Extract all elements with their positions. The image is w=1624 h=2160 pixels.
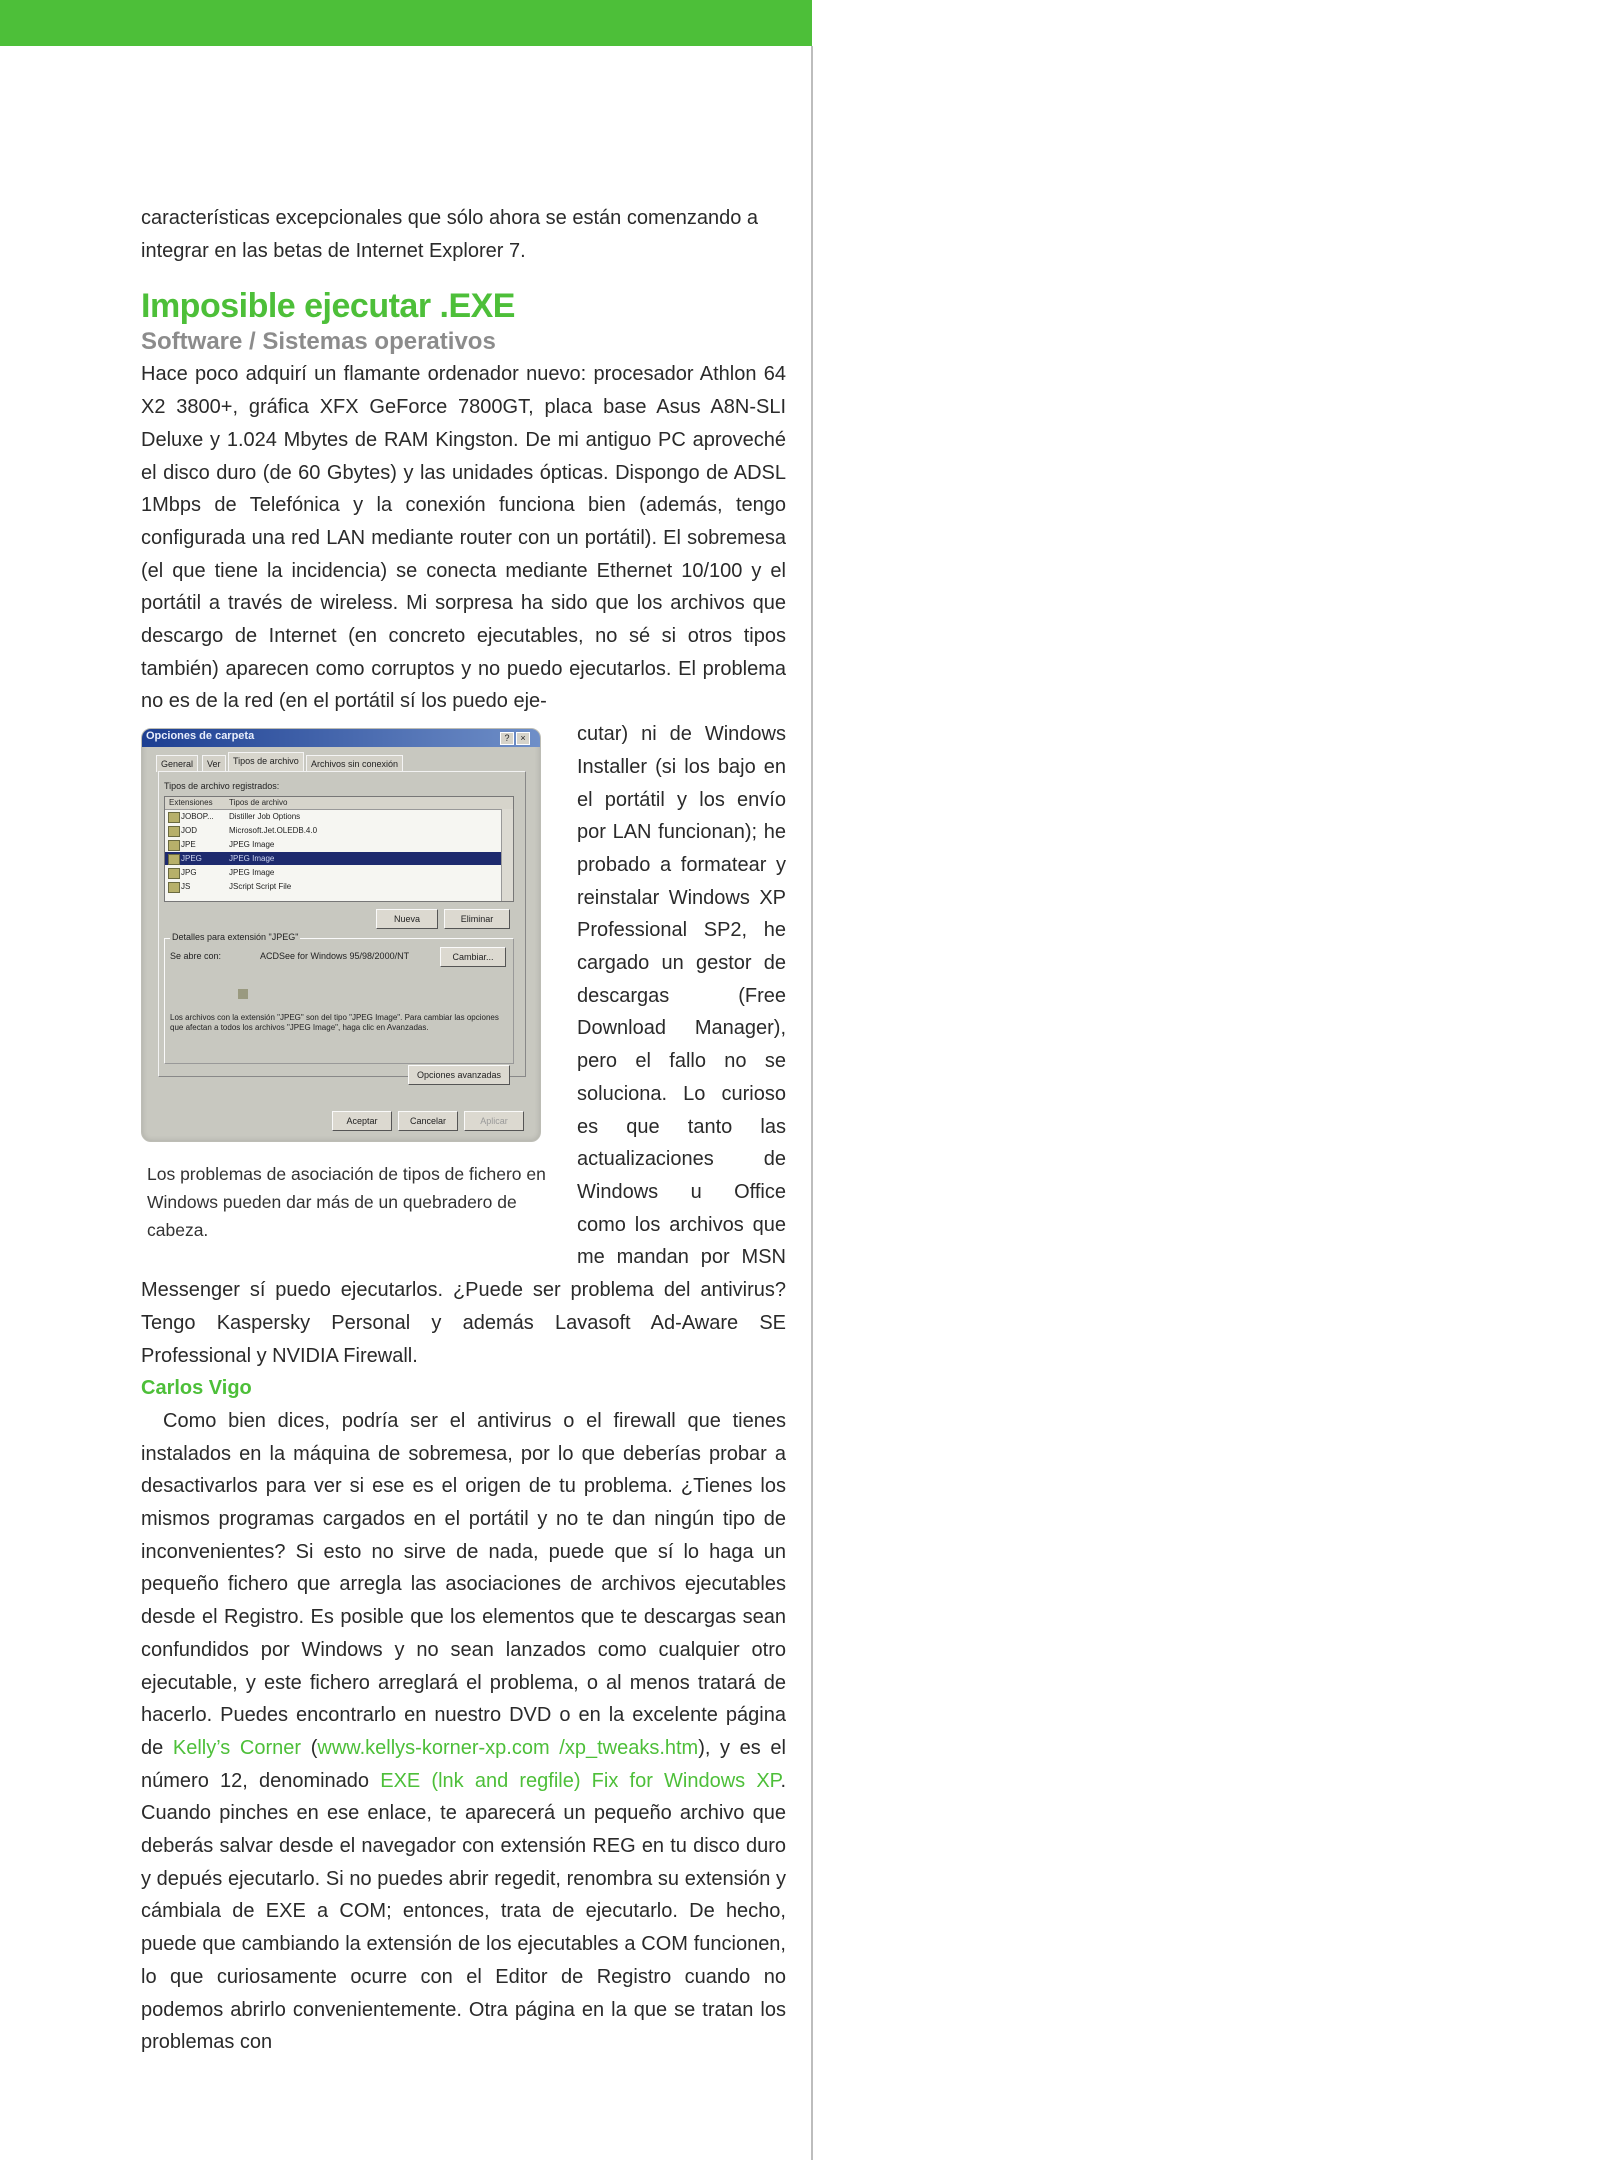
exe-fix-link[interactable]: EXE (lnk and regfile) Fix for Windows XP — [380, 1769, 781, 1792]
kellys-corner-url-link[interactable]: www.kellys-korner-xp.com /xp_tweaks.htm — [317, 1736, 699, 1759]
list-scrollbar — [501, 809, 513, 901]
details-description: Los archivos con la extensión "JPEG" son del tipo "JPEG Image". Para cambiar las opciones que afectan a todos los archivos "JPEG Image", haga clic en Avanzadas. — [170, 1013, 499, 1033]
file-types-list — [164, 796, 514, 902]
blank-facing-page — [812, 0, 1624, 2160]
opens-with-label: Se abre con: — [170, 951, 222, 962]
list-item: JPE JPEG Image — [165, 838, 501, 851]
col-file-types: Tipos de archivo — [229, 798, 288, 808]
kellys-corner-link[interactable]: Kelly’s Corner — [172, 1736, 302, 1759]
reader-question-continued: cutar) ni de Windows Installer (si los bajo en el portátil y los envío por LAN funcionan); he probado a formatear y reinstalar Windows XP Professional SP2, he cargado un gestor de descargas (Free Download Manager), pero el fallo no se soluciona. Lo curioso es que tanto las actualizaciones de Windows u Office como los archivos que me mandan por MSN Messenger sí puedo ejecutarlos. ¿Puede ser problema del antivirus? Tengo Kaspersky Personal y además Lavasoft Ad-Aware SE Professional y NVIDIA Firewall. — [141, 723, 786, 1367]
file-icon — [168, 882, 180, 893]
figure-caption: Los problemas de asociación de tipos de fichero en Windows pueden dar más de un quebradero de cabeza. — [147, 1164, 546, 1241]
reader-question: Hace poco adquirí un flamante ordenador nuevo: procesador Athlon 64 X2 3800+, gráfica XFX GeForce 7800GT, placa base Asus A8N-SLI Deluxe y 1.024 Mbytes de RAM Kingston. De mi antiguo PC aproveché el disco duro (de 60 Gbytes) y las unidades ópticas. Dispongo de ADSL 1Mbps de Telefónica y la conexión funciona bien (además, tengo configurada una red LAN mediante router con un portátil). El sobremesa (el que tiene la incidencia) se conecta mediante Ethernet 10/100 y el portátil a través de wireless. Mi sorpresa ha sido que los archivos que descargo de Internet (en concreto ejecutables, no sé si otros tipos también) aparecen como corruptos y no puedo ejecutarlos. El problema no es de la red (en el portátil sí los puedo eje- — [141, 363, 786, 713]
registered-types-label: Tipos de archivo registrados: — [164, 781, 280, 792]
ok-button: Aceptar — [332, 1111, 392, 1131]
list-item: JS JScript Script File — [165, 880, 501, 893]
file-icon — [168, 840, 180, 851]
tab-ver: Ver — [202, 755, 226, 772]
list-item: JPG JPEG Image — [165, 866, 501, 879]
file-icon — [168, 826, 180, 837]
dialog-titlebar — [142, 729, 540, 747]
tab-general: General — [156, 755, 198, 772]
new-button: Nueva — [376, 909, 438, 929]
article-column — [141, 202, 786, 2059]
apply-button: Aplicar — [464, 1111, 524, 1131]
article-title: Imposible ejecutar .EXE — [141, 287, 515, 326]
question-author: Carlos Vigo — [141, 1377, 252, 1400]
dialog-title: Opciones de carpeta — [146, 730, 255, 743]
help-icon: ? — [500, 732, 514, 745]
page-divider — [811, 46, 813, 2160]
details-label: Detalles para extensión "JPEG" — [172, 932, 299, 943]
article-category: Software / Sistemas operativos — [141, 328, 496, 356]
tab-file-types: Tipos de archivo — [228, 752, 304, 772]
screenshot-figure — [141, 728, 555, 1244]
advanced-options-button: Opciones avanzadas — [408, 1065, 510, 1085]
delete-button: Eliminar — [444, 909, 510, 929]
previous-article-ending: características excepcionales que sólo ahora se están comenzando a integrar en las betas de Internet Explorer 7. — [141, 207, 759, 262]
file-icon — [168, 868, 180, 879]
tab-offline-files: Archivos sin conexión — [306, 755, 403, 772]
list-item: JOBOP... Distiller Job Options — [165, 810, 501, 823]
image-icon — [238, 989, 248, 999]
opens-with-value: ACDSee for Windows 95/98/2000/NT — [260, 951, 410, 962]
close-icon: × — [516, 732, 530, 745]
list-header — [165, 797, 513, 810]
file-icon — [168, 812, 180, 823]
list-item-selected: JPEG JPEG Image — [165, 852, 501, 865]
change-button: Cambiar... — [440, 947, 506, 967]
list-item: JOD Microsoft.Jet.OLEDB.4.0 — [165, 824, 501, 837]
folder-options-dialog-screenshot — [141, 728, 541, 1142]
col-extensions: Extensiones — [169, 798, 213, 808]
cancel-button: Cancelar — [398, 1111, 458, 1131]
file-icon — [168, 854, 180, 865]
header-color-bar — [0, 0, 812, 46]
answer-text: Como bien dices, podría ser el antivirus o el firewall que tienes instalados en la máquina de sobremesa, por lo que deberías probar a desactivarlos para ver si ese es el origen de tu problema. ¿Tienes los mismos programas cargados en el portátil y no te dan ningún tipo de inconvenientes? Si esto no sirve de nada, puede que sí lo haga un pequeño fichero que arregla las asociaciones de archivos ejecutables desde el Registro. Es posible que los elementos que te descargas sean confundidos por Windows y no sean lanzados como cualquier otro ejecutable, y este fichero arreglará el problema, o al menos tratará de hacerlo. Puedes encontrarlo en nuestro DVD o en la excelente página de Kelly’s Corner (www.kellys-korner-xp.com /xp_tweaks.htm), y es el número 12, denominado EXE (lnk and regfile) Fix for Windows XP. Cuando pinches en ese enlace, te aparecerá un pequeño archivo que deberás salvar desde el navegador con extensión REG en tu disco duro y depués ejecutarlo. Si no puedes abrir regedit, renombra su extensión y cámbiala de EXE a COM; entonces, trata de ejecutarlo. De hecho, puede que cambiando la extensión de los ejecutables a COM funcionen, lo que curiosamente ocurre con el Editor de Registro cuando no podemos abrirlo convenientemente. Otra página en la que se tratan los problemas con — [141, 1409, 787, 2054]
